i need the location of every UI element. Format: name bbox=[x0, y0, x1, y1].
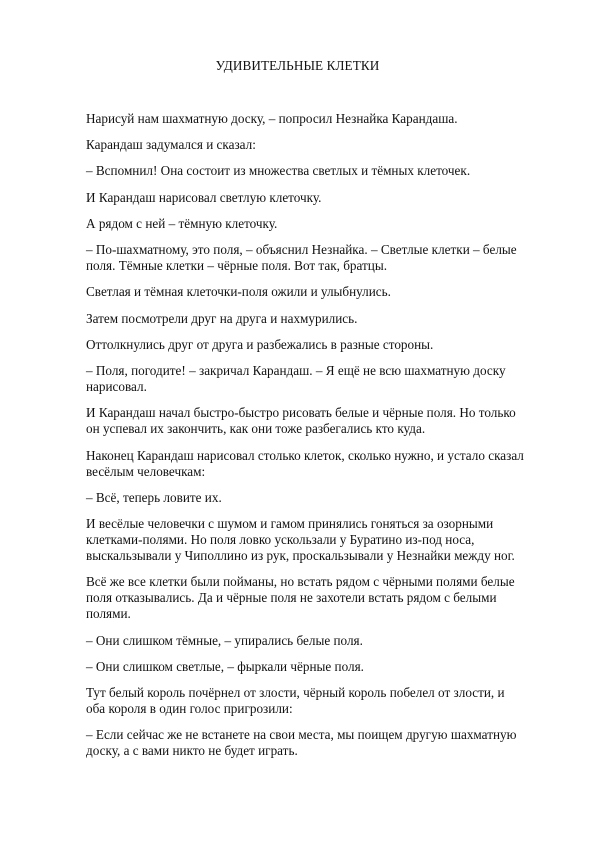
paragraph: Затем посмотрели друг на друга и нахмурились. bbox=[86, 310, 358, 326]
paragraph: – Если сейчас же не встанете на свои места, мы поищем другую шахматную доску, а с вами никто не будет играть. bbox=[86, 727, 517, 759]
paragraph: И Карандаш начал быстро-быстро рисовать белые и чёрные поля. Но только он успевал их закончить, как они тоже разбегались кто куда. bbox=[86, 405, 516, 437]
paragraph: Тут белый король почёрнел от злости, чёрный король побелел от злости, и оба короля в один голос пригрозили: bbox=[86, 685, 505, 716]
paragraph: Наконец Карандаш нарисовал столько клеток, сколько нужно, и устало сказал весёлым человечкам: bbox=[86, 447, 524, 479]
paragraph: Всё же все клетки были пойманы, но встать рядом с чёрными полями белые поля отказывались. Да и чёрные поля не захотели встать рядом с белыми полями. bbox=[86, 574, 515, 622]
paragraph: И Карандаш нарисовал светлую клеточку. bbox=[86, 189, 322, 205]
paragraph: Светлая и тёмная клеточки-поля ожили и улыбнулись. bbox=[86, 284, 391, 300]
paragraph: – Они слишком тёмные, – упирались белые поля. bbox=[86, 632, 363, 648]
paragraph: Карандаш задумался и сказал: bbox=[86, 137, 256, 153]
paragraph: – Вспомнил! Она состоит из множества светлых и тёмных клеточек. bbox=[86, 163, 471, 179]
document-body bbox=[86, 111, 526, 770]
paragraph: – По-шахматному, это поля, – объяснил Незнайка. – Светлые клетки – белые поля. Тёмные клетки – чёрные поля. Вот так, братцы. bbox=[86, 241, 517, 273]
paragraph: – Всё, теперь ловите их. bbox=[86, 490, 222, 506]
document-title: УДИВИТЕЛЬНЫЕ КЛЕТКИ bbox=[215, 58, 380, 73]
paragraph: И весёлые человечки с шумом и гамом принялись гоняться за озорными клетками-полями. Но поля ловко ускользали у Буратино из-под носа, выскальзывали у Чиполлино из рук, проскальзывали у Незнайки между ног. bbox=[86, 516, 515, 564]
paragraph: А рядом с ней – тёмную клеточку. bbox=[86, 215, 278, 231]
paragraph: Оттолкнулись друг от друга и разбежались в разные стороны. bbox=[86, 336, 434, 352]
paragraph: Нарисуй нам шахматную доску, – попросил Незнайка Карандаша. bbox=[86, 111, 458, 126]
paragraph: – Они слишком светлые, – фыркали чёрные поля. bbox=[86, 658, 364, 674]
paragraph: – Поля, погодите! – закричал Карандаш. – Я ещё не всю шахматную доску нарисовал. bbox=[86, 362, 506, 394]
